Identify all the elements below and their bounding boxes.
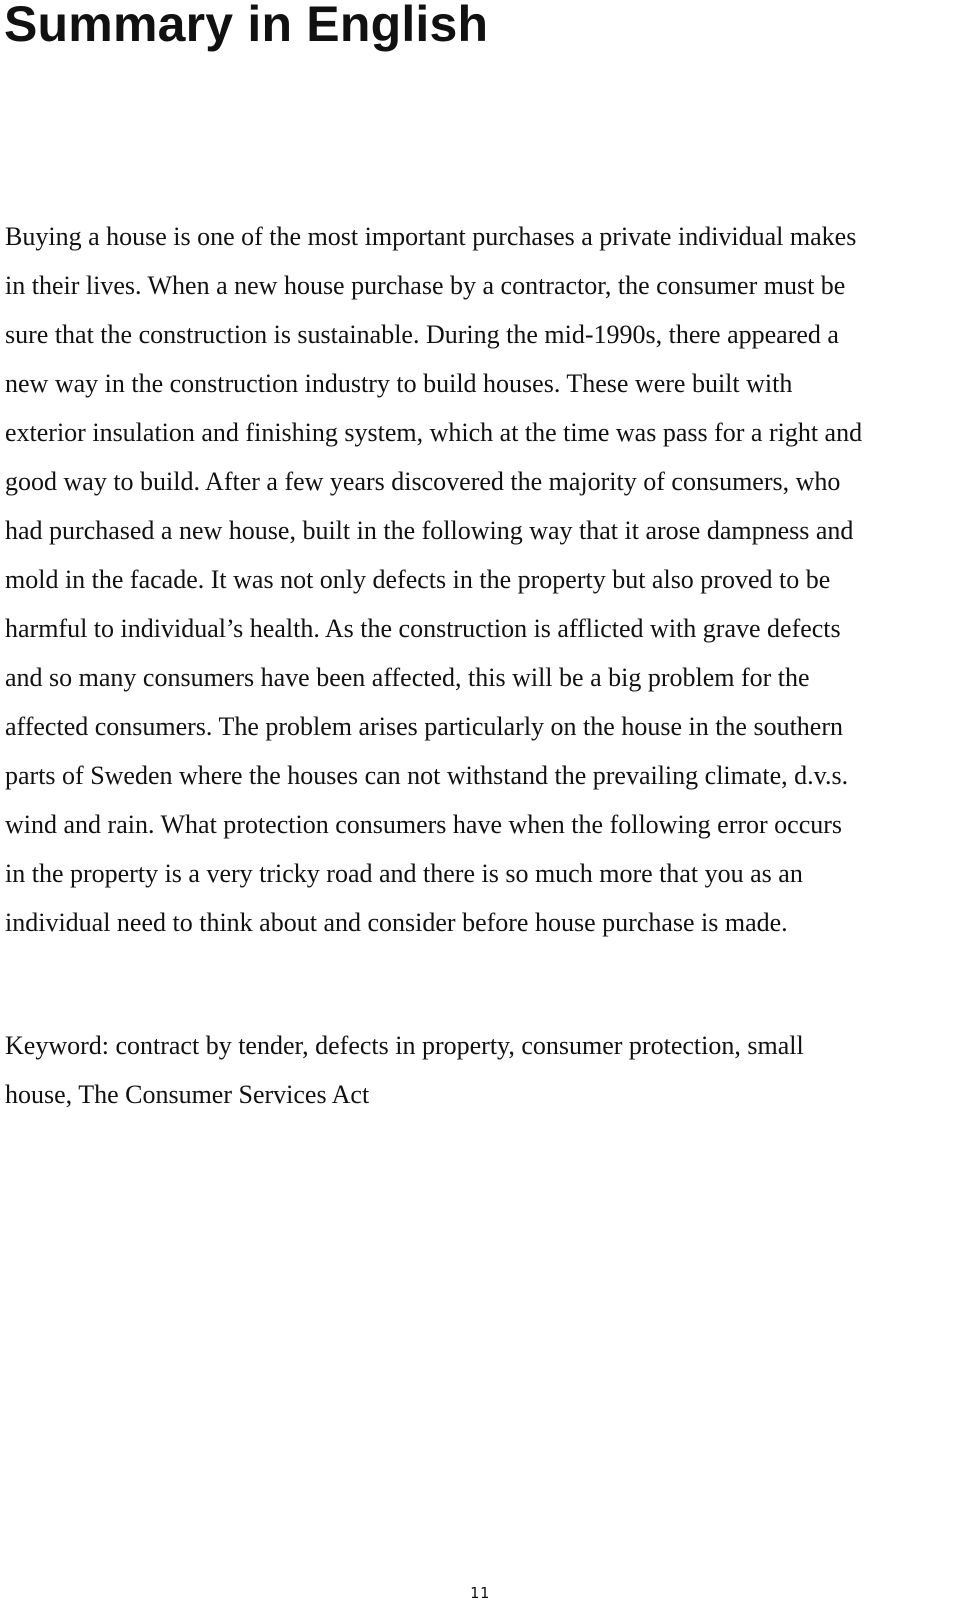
- summary-line: in their lives. When a new house purchase by a contractor, the consumer must be: [5, 271, 846, 300]
- summary-line: affected consumers. The problem arises particularly on the house in the southern: [5, 712, 844, 741]
- summary-line: exterior insulation and finishing system, which at the time was pass for a right and: [5, 418, 863, 447]
- summary-line: mold in the facade. It was not only defects in the property but also proved to be: [5, 565, 831, 594]
- summary-line: had purchased a new house, built in the following way that it arose dampness and: [5, 516, 854, 545]
- summary-line: sure that the construction is sustainable. During the mid-1990s, there appeared a: [5, 320, 839, 349]
- summary-paragraph: [5, 212, 953, 947]
- summary-line: harmful to individual’s health. As the construction is afflicted with grave defects: [5, 614, 841, 643]
- keywords-line: Keyword: contract by tender, defects in property, consumer protection, small: [5, 1031, 804, 1060]
- summary-line: and so many consumers have been affected, this will be a big problem for the: [5, 663, 810, 692]
- summary-line: parts of Sweden where the houses can not withstand the prevailing climate, d.v.s.: [5, 761, 849, 790]
- page-title: Summary in English: [4, 0, 489, 52]
- summary-line: Buying a house is one of the most important purchases a private individual makes: [5, 222, 857, 251]
- summary-line: in the property is a very tricky road and there is so much more that you as an: [5, 859, 803, 888]
- summary-line: wind and rain. What protection consumers have when the following error occurs: [5, 810, 843, 839]
- keywords-line: house, The Consumer Services Act: [5, 1080, 370, 1109]
- keywords-paragraph: [5, 1021, 953, 1119]
- summary-line: new way in the construction industry to build houses. These were built with: [5, 369, 793, 398]
- summary-line: good way to build. After a few years discovered the majority of consumers, who: [5, 467, 841, 496]
- summary-line: individual need to think about and consider before house purchase is made.: [5, 908, 788, 937]
- page-number: 11: [469, 1584, 491, 1602]
